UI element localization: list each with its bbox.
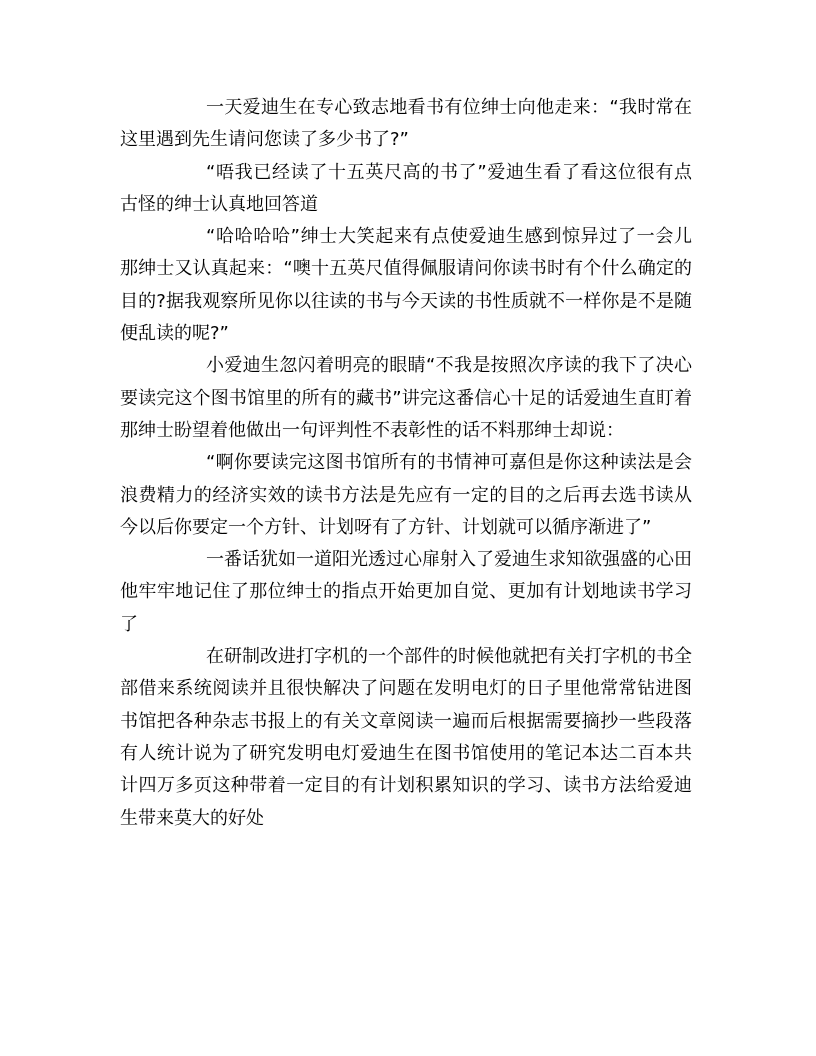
paragraph-5: “啊你要读完这图书馆所有的书情神可嘉但是你这种读法是会浪费精力的经济实效的读书方法是先应有一定的目的之后再去选书读从今以后你要定一个方针、计划呀有了方针、计划就可以循序渐进了” xyxy=(120,452,692,538)
paragraph-7: 在研制改进打字机的一个部件的时候他就把有关打字机的书全部借来系统阅读并且很快解决了问题在发明电灯的日子里他常常钻进图书馆把各种杂志书报上的有关文章阅读一遍而后根据需要摘抄一些段落有人统计说为了研究发明电灯爱迪生在图书馆使用的笔记本达二百本共计四万多页这种带着一定目的有计划积累知识的学习、读书方法给爱迪生带来莫大的好处 xyxy=(120,646,692,829)
paragraph-3: “哈哈哈哈”绅士大笑起来有点使爱迪生感到惊异过了一会儿那绅士又认真起来：“噢十五英尺值得佩服请问你读书时有个什么确定的目的?据我观察所见你以往读的书与今天读的书性质就不一样你是不是随便乱读的呢?” xyxy=(120,226,692,345)
paragraph-1: 一天爱迪生在专心致志地看书有位绅士向他走来：“我时常在这里遇到先生请问您读了多少书了?” xyxy=(120,97,692,151)
paragraph-6: 一番话犹如一道阳光透过心扉射入了爱迪生求知欲强盛的心田他牢牢地记住了那位绅士的指点开始更加自觉、更加有计划地读书学习了 xyxy=(120,549,692,635)
paragraph-2: “唔我已经读了十五英尺高的书了”爱迪生看了看这位很有点古怪的绅士认真地回答道 xyxy=(120,161,692,215)
document-page xyxy=(120,92,692,835)
paragraph-4: 小爱迪生忽闪着明亮的眼睛“不我是按照次序读的我下了决心要读完这个图书馆里的所有的藏书”讲完这番信心十足的话爱迪生直盯着那绅士盼望着他做出一句评判性不表彰性的话不料那绅士却说： xyxy=(120,355,692,441)
